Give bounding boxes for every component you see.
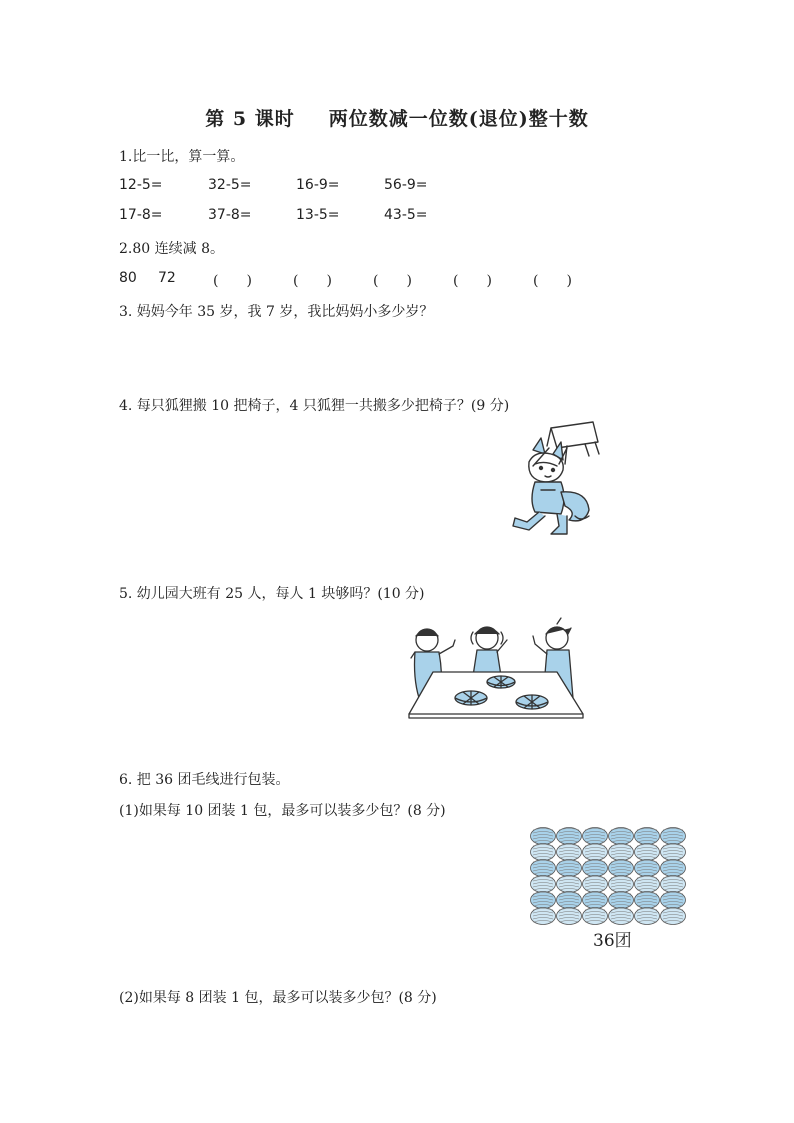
yarn-ball (635, 892, 660, 909)
page-title (0, 104, 794, 131)
q1-equation: 16-9= (296, 177, 340, 193)
yarn-ball (531, 892, 556, 909)
yarn-ball (609, 892, 634, 909)
yarn-ball (609, 908, 634, 925)
yarn-count-caption: 36团 (593, 931, 632, 951)
yarn-ball (661, 876, 686, 893)
yarn-ball (609, 860, 634, 877)
yarn-ball (531, 876, 556, 893)
yarn-ball (531, 860, 556, 877)
q1-equation: 17-8= (119, 207, 163, 223)
q1-equation: 37-8= (208, 207, 252, 223)
q2-answer-blank[interactable]: ( ) (213, 273, 252, 289)
yarn-ball (635, 876, 660, 893)
q2-answer-blank[interactable]: ( ) (373, 273, 412, 289)
lesson-topic: 两位数减一位数(退位)整十数 (328, 108, 589, 130)
yarn-ball (531, 828, 556, 845)
q4-prompt: 4. 每只狐狸搬 10 把椅子，4 只狐狸一共搬多少把椅子？(9 分) (119, 398, 510, 414)
q1-equation: 12-5= (119, 177, 163, 193)
yarn-ball (661, 860, 686, 877)
yarn-ball (661, 892, 686, 909)
yarn-ball (583, 844, 608, 861)
q2-answer-blank[interactable]: ( ) (533, 273, 572, 289)
yarn-ball (661, 844, 686, 861)
yarn-ball (583, 876, 608, 893)
yarn-ball (635, 844, 660, 861)
q3-prompt: 3. 妈妈今年 35 岁，我 7 岁，我比妈妈小多少岁？ (119, 304, 434, 320)
q2-prompt: 2.80 连续减 8。 (119, 241, 224, 257)
yarn-ball (557, 876, 582, 893)
q2-sequence-value: 72 (158, 270, 176, 286)
children-cakes-table-illustration (407, 618, 587, 720)
yarn-ball (661, 828, 686, 845)
yarn-ball (557, 892, 582, 909)
q2-answer-blank[interactable]: ( ) (453, 273, 492, 289)
yarn-ball (609, 828, 634, 845)
q6-part2-prompt: (2)如果每 8 团装 1 包，最多可以装多少包？(8 分) (119, 990, 437, 1006)
yarn-ball (531, 844, 556, 861)
q1-equation: 56-9= (384, 177, 428, 193)
q6-part1-prompt: (1)如果每 10 团装 1 包，最多可以装多少包？(8 分) (119, 803, 446, 819)
q6-prompt: 6. 把 36 团毛线进行包装。 (119, 772, 290, 788)
q1-equation: 13-5= (296, 207, 340, 223)
yarn-balls-grid (530, 827, 686, 925)
yarn-ball (557, 860, 582, 877)
yarn-ball (635, 828, 660, 845)
yarn-ball (583, 908, 608, 925)
yarn-ball (531, 908, 556, 925)
yarn-ball (557, 908, 582, 925)
yarn-ball (583, 892, 608, 909)
q1-equation: 43-5= (384, 207, 428, 223)
yarn-ball (661, 908, 686, 925)
q2-sequence-value: 80 (119, 270, 137, 286)
yarn-ball (635, 860, 660, 877)
yarn-ball (609, 876, 634, 893)
lesson-number: 第 5 课时 (205, 108, 295, 130)
q1-prompt: 1.比一比，算一算。 (119, 149, 245, 165)
yarn-ball (583, 828, 608, 845)
yarn-ball (583, 860, 608, 877)
q5-prompt: 5. 幼儿园大班有 25 人，每人 1 块够吗？(10 分) (119, 586, 425, 602)
yarn-ball (635, 908, 660, 925)
q2-answer-blank[interactable]: ( ) (293, 273, 332, 289)
q1-equation: 32-5= (208, 177, 252, 193)
fox-carrying-chair-illustration (505, 420, 605, 538)
yarn-ball (609, 844, 634, 861)
yarn-ball (557, 844, 582, 861)
yarn-ball (557, 828, 582, 845)
